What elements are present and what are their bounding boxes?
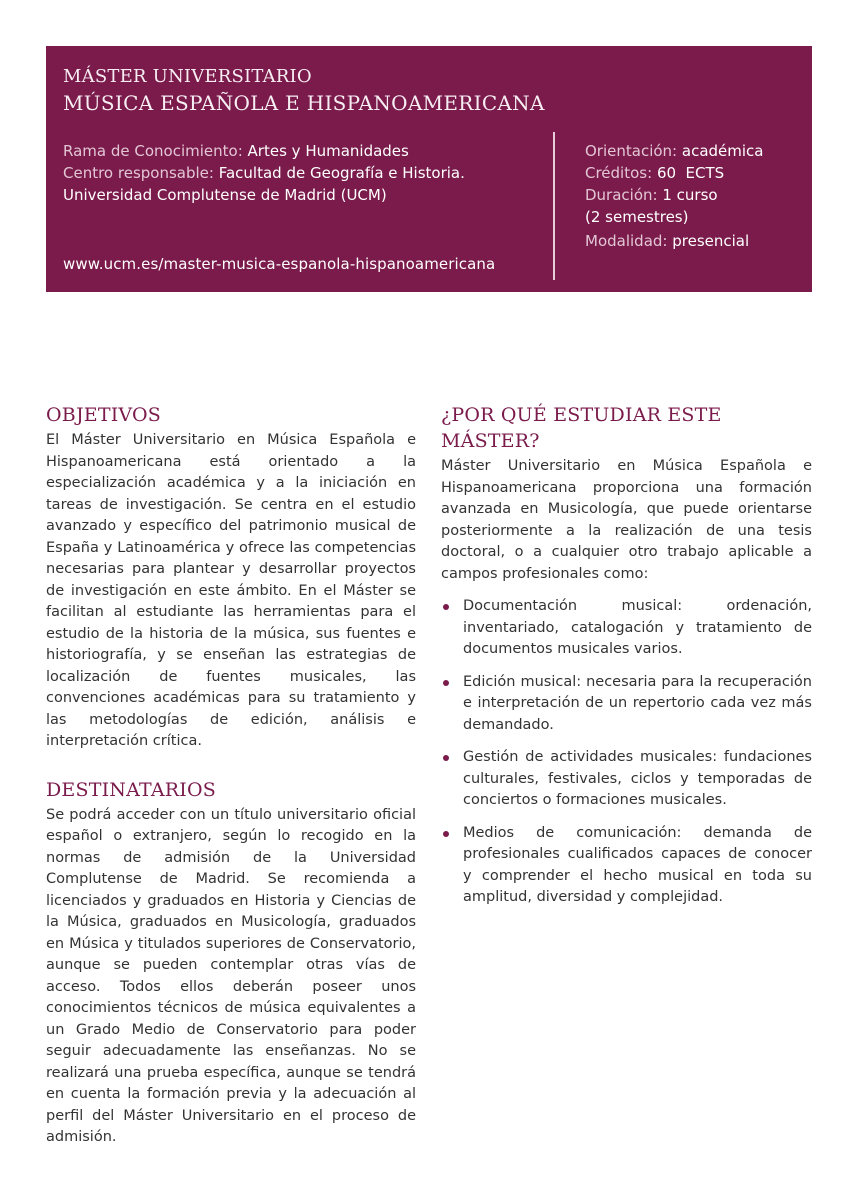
list-item	[441, 672, 812, 737]
program-kicker: MÁSTER UNIVERSITARIO	[63, 66, 312, 87]
objetivos-text: El Máster Universitario en Música Española e Hispanoamericana está orientado a la especialización académica y a la iniciación en tareas de investigación. Se centra en el estudio avanzado y específico del patrimonio musical de España y Latinoamérica y ofrece las competencias necesarias para plantear y desarrollar proyectos de investigación en este ámbito. En el Máster se facilitan al estudiante las herramientas para el estudio de la historia de la música, sus fuentes e historiografía, y se enseñan las estrategias de localización de fuentes musicales, las convenciones académicas para su tratamiento y las metodologías de edición, análisis e interpretación crítica.	[46, 432, 416, 749]
duracion-value-line1: 1 curso	[662, 186, 718, 204]
rama-label: Rama de Conocimiento:	[63, 142, 243, 160]
porque-heading: ¿POR QUÉ ESTUDIAR ESTE MÁSTER?	[441, 404, 722, 452]
program-header	[46, 46, 812, 292]
rama-value: Artes y Humanidades	[247, 142, 409, 160]
orientacion-label: Orientación:	[585, 142, 678, 160]
destinatarios-text: Se podrá acceder con un título universitario oficial español o extranjero, según lo recogido en la normas de admisión de la Universidad Complutense de Madrid. Se recomienda a licenciados y graduados en Historia y Ciencias de la Música, graduados en Musicología, graduados en Música y titulados superiores de Conservatorio, aunque se pueden contemplar otras vías de acceso. Todos ellos deberán poseer unos conocimientos técnicos de música equivalentes a un Grado Medio de Conservatorio para poder seguir adecuadamente las enseñanzas. No se realizará una prueba específica, aunque se tendrá en cuenta la formación previa y la adecuación al perfil del Máster Universitario en el proceso de admisión.	[46, 806, 416, 1145]
objetivos-heading: OBJETIVOS	[46, 404, 161, 426]
list-item	[441, 823, 812, 909]
modalidad-label: Modalidad:	[585, 232, 668, 250]
program-info-right	[585, 140, 805, 252]
objetivos-section	[46, 402, 416, 753]
program-title: MÚSICA ESPAÑOLA E HISPANOAMERICANA	[63, 91, 545, 115]
centro-row	[63, 162, 543, 206]
centro-value-line1: Facultad de Geografía e Historia.	[218, 164, 465, 182]
bullet-dot-icon	[443, 755, 449, 761]
list-item-text: Documentación musical: ordenación, inventariado, catalogación y tratamiento de documentos musicales varios.	[463, 598, 812, 657]
list-item-text: Gestión de actividades musicales: fundaciones culturales, festivales, ciclos y temporadas de conciertos o formaciones musicales.	[463, 749, 812, 808]
porque-intro: Máster Universitario en Música Española e Hispanoamericana proporciona una formación avanzada en Musicología, que puede orientarse posteriormente a la realización de una tesis doctoral, o a cualquier otro trabajo aplicable a campos profesionales como:	[441, 458, 812, 582]
list-item	[441, 596, 812, 661]
centro-value-line2: Universidad Complutense de Madrid (UCM)	[63, 186, 387, 204]
duracion-value-line2: (2 semestres)	[585, 208, 689, 226]
left-column	[46, 402, 416, 1149]
duracion-row	[585, 184, 805, 228]
bullet-dot-icon	[443, 604, 449, 610]
centro-label: Centro responsable:	[63, 164, 214, 182]
destinatarios-heading: DESTINATARIOS	[46, 778, 216, 801]
list-item-text: Medios de comunicación: demanda de profesionales cualificados capaces de conocer y comprender el hecho musical en toda su amplitud, diversidad y complejidad.	[463, 824, 812, 905]
rama-row	[63, 140, 543, 162]
header-divider	[553, 132, 555, 280]
list-item-text: Edición musical: necesaria para la recuperación e interpretación de un repertorio cada vez más demandado.	[463, 673, 812, 733]
destinatarios-section	[46, 777, 416, 1149]
duracion-label: Duración:	[585, 186, 658, 204]
modalidad-row	[585, 230, 805, 252]
bullet-dot-icon	[443, 831, 449, 837]
right-column	[441, 402, 812, 920]
career-fields-list	[441, 596, 812, 909]
bullet-dot-icon	[443, 680, 449, 686]
creditos-row	[585, 162, 805, 184]
orientacion-row	[585, 140, 805, 162]
list-item	[441, 747, 812, 812]
creditos-value: 60 ECTS	[656, 164, 725, 182]
modalidad-value: presencial	[672, 232, 750, 250]
orientacion-value: académica	[681, 142, 764, 160]
program-url-link[interactable]: www.ucm.es/master-musica-espanola-hispanoamericana	[63, 255, 496, 273]
porque-section	[441, 402, 812, 909]
creditos-label: Créditos:	[585, 164, 653, 182]
program-info-left	[63, 140, 543, 206]
